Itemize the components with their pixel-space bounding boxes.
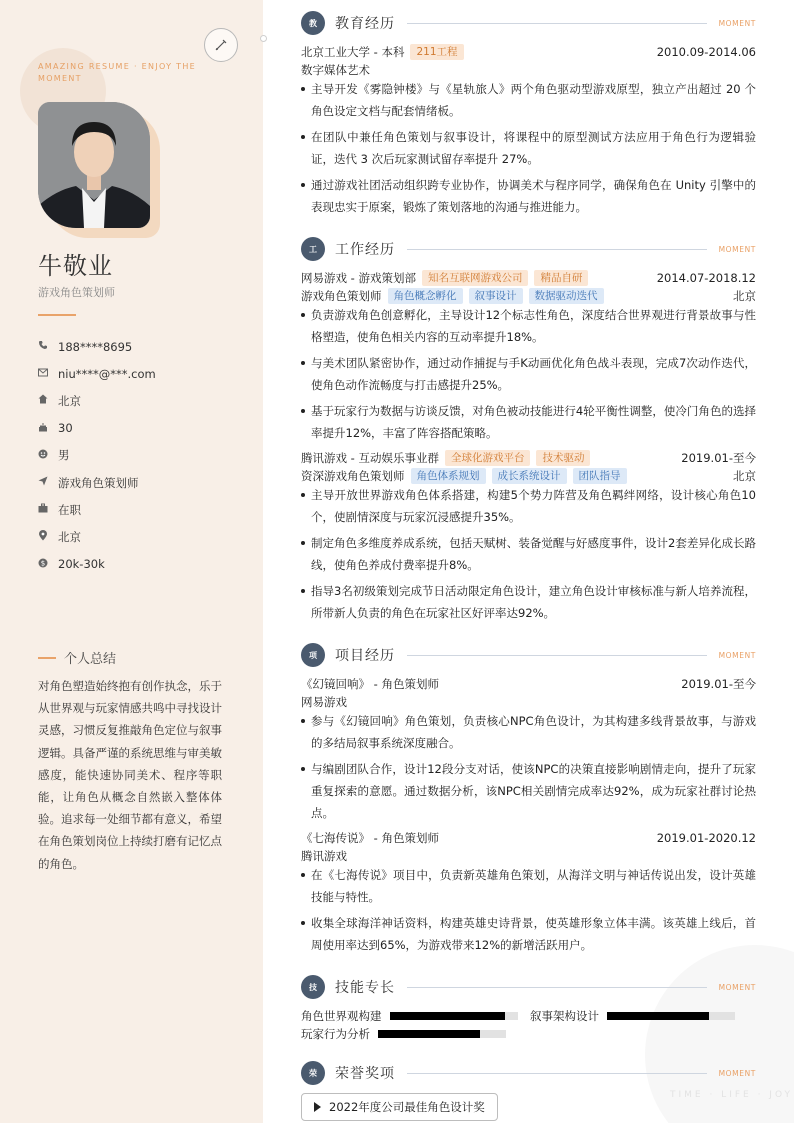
section-rule (407, 249, 707, 250)
section-moment-label: MOMENT (718, 18, 756, 28)
info-age (38, 415, 248, 442)
info-target-job (38, 469, 248, 496)
phone-icon (38, 340, 58, 353)
education-date: 2010.09-2014.06 (656, 45, 756, 59)
person-name: 牛敬业 (38, 252, 113, 280)
role-tag: 角色体系规划 (411, 468, 486, 484)
section-badge: 项 (301, 643, 325, 667)
project-company-row (301, 847, 756, 865)
skill-name: 叙事架构设计 (530, 1009, 599, 1023)
skill-item (530, 1007, 735, 1025)
project-date: 2019.01-至今 (681, 677, 756, 691)
phone-text: 188****8695 (58, 339, 133, 354)
work-date: 2019.01-至今 (681, 451, 756, 465)
list-item: 在团队中兼任角色策划与叙事设计，将课程中的原型测试方法应用于角色行为逻辑验证，迭代 3 次后玩家测试留存率提升 27%。 (301, 126, 756, 170)
email-text: niu****@***.com (58, 366, 156, 381)
section-education-header (301, 11, 756, 35)
list-item: 在《七海传说》项目中，负责新英雄角色策划，从海洋文明与神话传说出发，设计英雄技能与特性。 (301, 864, 756, 908)
hometown-text: 北京 (58, 393, 81, 408)
list-item: 与编剧团队合作，设计12段分支对话，使该NPC的决策直接影响剧情走向，提升了玩家重复探索的意愿。通过数据分析，该NPC相关剧情完成率达92%，成为玩家社群讨论热点。 (301, 758, 756, 825)
list-item: 制定角色多维度养成系统，包括天赋树、装备觉醒与好感度事件，设计2套差异化成长路线，使角色养成付费率提升8%。 (301, 532, 756, 576)
project-row (301, 829, 756, 847)
summary-heading-bar (38, 657, 56, 659)
project-date: 2019.01-2020.12 (656, 831, 756, 845)
section-badge: 工 (301, 237, 325, 261)
contact-info-list (38, 333, 248, 578)
section-rule (407, 655, 707, 656)
slogan: AMAZING RESUME · ENJOY THE MOMENT (38, 62, 196, 83)
section-moment-label: MOMENT (718, 650, 756, 660)
location-text: 北京 (58, 529, 81, 544)
list-item: 参与《幻镜回响》角色策划，负责核心NPC角色设计，为其构建多线背景故事，与游戏的多结局叙事系统深度融合。 (301, 710, 756, 754)
role-name: 资深游戏角色策划师 (301, 469, 405, 483)
work-date: 2014.07-2018.12 (656, 271, 756, 285)
list-item: 主导开放世界游戏角色体系搭建，构建5个势力阵营及角色羁绊网络，设计核心角色10个，使剧情深度与玩家沉浸感提升35%。 (301, 484, 756, 528)
sidebar (0, 0, 263, 1123)
section-moment-label: MOMENT (718, 982, 756, 992)
role-name: 游戏角色策划师 (301, 289, 382, 303)
list-item: 与美术团队紧密协作，通过动作捕捉与手K动画优化角色战斗表现，完成7次动作迭代，使角色动作流畅度与打击感提升25%。 (301, 352, 756, 396)
work-city: 北京 (733, 289, 756, 303)
company-tag: 全球化游戏平台 (445, 450, 531, 466)
work-role-row (301, 467, 756, 485)
section-skills-header (301, 975, 756, 999)
cake-icon (38, 422, 58, 435)
section-title: 项目经历 (335, 648, 395, 664)
role-tag: 成长系统设计 (492, 468, 567, 484)
award-text: 2022年度公司最佳角色设计奖 (329, 1100, 485, 1114)
skill-name: 角色世界观构建 (301, 1009, 382, 1023)
divider (38, 314, 76, 316)
section-rule (407, 1073, 707, 1074)
school-name: 北京工业大学 - 本科 (301, 45, 405, 59)
location-icon (38, 530, 58, 544)
role-tag: 团队指导 (573, 468, 627, 484)
list-item: 基于玩家行为数据与访谈反馈，对角色被动技能进行4轮平衡性调整，使冷门角色的选择率提升12%，丰富了阵容搭配策略。 (301, 400, 756, 444)
gender-text: 男 (58, 448, 70, 463)
section-title: 荣誉奖项 (335, 1066, 395, 1082)
project-company-row (301, 693, 756, 711)
skill-item (301, 1007, 518, 1025)
info-gender (38, 442, 248, 469)
salary-icon (38, 558, 58, 571)
salary-text: 20k-30k (58, 557, 105, 572)
project-name: 《幻镜回响》 - 角色策划师 (301, 677, 439, 691)
section-project-header (301, 643, 756, 667)
skill-bar (390, 1012, 518, 1020)
work-company-row (301, 449, 756, 467)
status-text: 在职 (58, 502, 81, 517)
role-tag: 数据驱动迭代 (529, 288, 604, 304)
decorative-dot (260, 35, 267, 42)
list-item: 负责游戏角色创意孵化，主导设计12个标志性角色，深度结合世界观进行背景故事与性格塑造，使角色相关内容的互动率提升18%。 (301, 304, 756, 348)
section-moment-label: MOMENT (718, 1068, 756, 1078)
skill-bar (607, 1012, 735, 1020)
gender-icon (38, 449, 58, 462)
company-name: 腾讯游戏 - 互动娱乐事业群 (301, 451, 439, 465)
list-item: 指导3名初级策划完成节日活动限定角色设计，建立角色设计审核标准与新人培养流程，所带新人负责的角色在玩家社区好评率达92%。 (301, 580, 756, 624)
education-row (301, 43, 756, 61)
section-title: 教育经历 (335, 16, 395, 32)
summary-heading (38, 648, 116, 667)
section-rule (407, 987, 707, 988)
company-name: 网易游戏 - 游戏策划部 (301, 271, 416, 285)
summary-title: 个人总结 (64, 652, 117, 667)
play-icon (314, 1102, 321, 1112)
info-hometown (38, 387, 248, 414)
section-badge: 教 (301, 11, 325, 35)
target-job-text: 游戏角色策划师 (58, 475, 139, 490)
role-tag: 角色概念孵化 (388, 288, 463, 304)
info-salary (38, 551, 248, 578)
info-phone (38, 333, 248, 360)
info-location (38, 523, 248, 550)
school-tag: 211工程 (410, 44, 463, 60)
project-company: 腾讯游戏 (301, 849, 347, 863)
project-name: 《七海传说》 - 角色策划师 (301, 831, 439, 845)
job-title: 游戏角色策划师 (38, 286, 115, 299)
list-item: 主导开发《雾隐钟楼》与《星轨旅人》两个角色驱动型游戏原型，独立产出超过 20 个角色设定文档与配套情绪板。 (301, 78, 756, 122)
home-icon (38, 394, 58, 407)
project-company: 网易游戏 (301, 695, 347, 709)
work-role-row (301, 287, 756, 305)
section-badge: 技 (301, 975, 325, 999)
award-item (301, 1093, 498, 1121)
section-awards-header (301, 1061, 756, 1085)
project-row (301, 675, 756, 693)
skill-name: 玩家行为分析 (301, 1027, 370, 1041)
list-item: 收集全球海洋神话资料，构建英雄史诗背景，使英雄形象立体丰满。该英雄上线后，首周使用率达到65%，为游戏带来12%的新增活跃用户。 (301, 912, 756, 956)
age-text: 30 (58, 421, 73, 436)
section-title: 技能专长 (335, 980, 395, 996)
summary-text: 对角色塑造始终抱有创作执念，乐于从世界观与玩家情感共鸣中寻找设计灵感，习惯反复推敲角色定位与叙事逻辑。具备严谨的系统思维与审美敏感度，能快速协同美术、程序等职能，让角色从概念自然嵌入整体体验。追求每一处细节都有意义，希望在角色策划岗位上持续打磨有记忆点的角色。 (38, 679, 222, 871)
svg-text:$: $ (40, 559, 46, 568)
company-tag: 技术驱动 (536, 450, 590, 466)
role-tag: 叙事设计 (469, 288, 523, 304)
skill-bar-fill (378, 1030, 480, 1038)
section-moment-label: MOMENT (718, 244, 756, 254)
work-company-row (301, 269, 756, 287)
watermark-text: TIME · LIFE · JOY (670, 1090, 794, 1100)
skill-item (301, 1025, 506, 1043)
major: 数字媒体艺术 (301, 63, 370, 77)
skill-bar (378, 1030, 506, 1038)
send-icon (38, 476, 58, 489)
list-item: 通过游戏社团活动组织跨专业协作，协调美术与程序同学，确保角色在 Unity 引擎中的表现忠实于原案，锻炼了策划落地的沟通与推进能力。 (301, 174, 756, 218)
company-tag: 知名互联网游戏公司 (422, 270, 529, 286)
section-badge: 荣 (301, 1061, 325, 1085)
info-email (38, 360, 248, 387)
section-work-header (301, 237, 756, 261)
section-title: 工作经历 (335, 242, 395, 258)
avatar (38, 102, 150, 228)
work-city: 北京 (733, 469, 756, 483)
info-status (38, 496, 248, 523)
education-major-row (301, 61, 756, 79)
skill-bar-fill (607, 1012, 709, 1020)
company-tag: 精品自研 (534, 270, 588, 286)
briefcase-icon (38, 503, 58, 516)
section-rule (407, 23, 707, 24)
mail-icon (38, 368, 58, 380)
skill-bar-fill (390, 1012, 505, 1020)
pen-icon (204, 28, 238, 62)
